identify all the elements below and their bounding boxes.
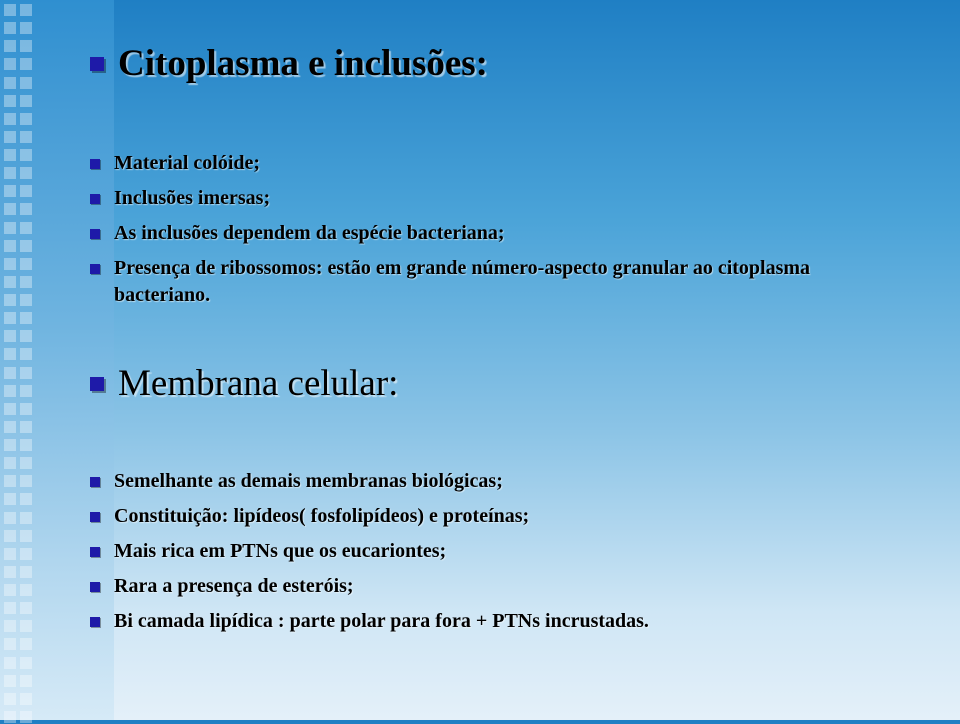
- list-item: [90, 185, 814, 212]
- decorative-squares: [4, 0, 34, 724]
- decorative-square: [20, 711, 32, 723]
- list-item: [90, 468, 814, 495]
- decorative-square: [20, 222, 32, 234]
- decorative-square: [20, 258, 32, 270]
- decorative-square: [20, 312, 32, 324]
- decorative-square: [20, 77, 32, 89]
- decorative-square: [20, 22, 32, 34]
- square-bullet-icon: [90, 617, 100, 627]
- decorative-square: [4, 348, 16, 360]
- decorative-square: [4, 675, 16, 687]
- list-item: [90, 608, 814, 635]
- list-item-text: As inclusões dependem da espécie bacteriana;: [114, 222, 505, 244]
- decorative-square: [4, 657, 16, 669]
- section-heading-cytoplasm: [90, 42, 488, 85]
- decorative-square: [20, 330, 32, 342]
- decorative-square: [20, 58, 32, 70]
- decorative-square: [4, 276, 16, 288]
- decorative-square: [20, 512, 32, 524]
- list-item: [90, 538, 814, 565]
- list-item: [90, 573, 814, 600]
- square-bullet-icon: [90, 477, 100, 487]
- decorative-square: [4, 693, 16, 705]
- decorative-square: [4, 602, 16, 614]
- square-bullet-icon: [90, 194, 100, 204]
- decorative-square: [4, 330, 16, 342]
- decorative-square: [20, 421, 32, 433]
- decorative-square: [20, 185, 32, 197]
- decorative-square: [4, 548, 16, 560]
- list-item: [90, 255, 814, 309]
- decorative-square: [20, 620, 32, 632]
- decorative-square: [4, 77, 16, 89]
- decorative-square: [20, 240, 32, 252]
- decorative-square: [4, 403, 16, 415]
- decorative-square: [20, 439, 32, 451]
- decorative-square: [20, 493, 32, 505]
- decorative-square: [20, 348, 32, 360]
- list-item-text: Rara a presença de esteróis;: [114, 575, 354, 597]
- list-item-text: Material colóide;: [114, 152, 261, 174]
- decorative-square: [4, 240, 16, 252]
- decorative-square: [20, 167, 32, 179]
- square-bullet-icon: [90, 229, 100, 239]
- decorative-square: [4, 222, 16, 234]
- decorative-square: [20, 457, 32, 469]
- list-item-text: Semelhante as demais membranas biológicas;: [114, 470, 503, 492]
- decorative-square: [20, 548, 32, 560]
- decorative-square: [4, 512, 16, 524]
- decorative-square: [4, 131, 16, 143]
- decorative-square: [4, 22, 16, 34]
- decorative-square: [20, 403, 32, 415]
- square-bullet-icon: [90, 377, 104, 391]
- list-item: [90, 503, 814, 530]
- decorative-square: [20, 675, 32, 687]
- decorative-square: [20, 294, 32, 306]
- decorative-square: [20, 203, 32, 215]
- decorative-square: [20, 638, 32, 650]
- decorative-square: [20, 367, 32, 379]
- membrane-list: [90, 468, 814, 643]
- decorative-square: [20, 475, 32, 487]
- square-bullet-icon: [90, 512, 100, 522]
- list-item-text: Presença de ribossomos: estão em grande número-aspecto granular ao citoplasma bacteriano.: [114, 257, 811, 306]
- decorative-square: [4, 566, 16, 578]
- decorative-square: [4, 421, 16, 433]
- decorative-square: [20, 149, 32, 161]
- square-bullet-icon: [90, 159, 100, 169]
- decorative-square: [20, 530, 32, 542]
- square-bullet-icon: [90, 547, 100, 557]
- decorative-square: [20, 276, 32, 288]
- decorative-square: [20, 113, 32, 125]
- decorative-square: [4, 638, 16, 650]
- square-bullet-icon: [90, 264, 100, 274]
- list-item-text: Mais rica em PTNs que os eucariontes;: [114, 540, 447, 562]
- list-item-text: Constituição: lipídeos( fosfolipídeos) e proteínas;: [114, 505, 530, 527]
- decorative-square: [4, 530, 16, 542]
- decorative-square: [20, 566, 32, 578]
- decorative-square: [4, 711, 16, 723]
- decorative-square: [20, 693, 32, 705]
- decorative-square: [4, 475, 16, 487]
- decorative-square: [20, 95, 32, 107]
- section-heading-membrane: [90, 362, 398, 405]
- decorative-square: [20, 4, 32, 16]
- decorative-square: [20, 40, 32, 52]
- decorative-square: [4, 4, 16, 16]
- decorative-square: [4, 95, 16, 107]
- decorative-square: [4, 203, 16, 215]
- list-item-text: Bi camada lipídica : parte polar para fora + PTNs incrustadas.: [114, 610, 649, 632]
- decorative-square: [20, 131, 32, 143]
- decorative-square: [4, 312, 16, 324]
- square-bullet-icon: [90, 57, 104, 71]
- decorative-square: [4, 149, 16, 161]
- section-title: Membrana celular:: [118, 363, 399, 404]
- decorative-square: [20, 657, 32, 669]
- decorative-square: [4, 167, 16, 179]
- decorative-square: [20, 584, 32, 596]
- decorative-square: [20, 602, 32, 614]
- decorative-square: [20, 385, 32, 397]
- decorative-square: [4, 457, 16, 469]
- decorative-square: [4, 40, 16, 52]
- decorative-square: [4, 385, 16, 397]
- section-title: Citoplasma e inclusões:: [118, 43, 488, 84]
- square-bullet-icon: [90, 582, 100, 592]
- cytoplasm-list: [90, 150, 814, 317]
- decorative-square: [4, 185, 16, 197]
- decorative-square: [4, 620, 16, 632]
- decorative-square: [4, 584, 16, 596]
- decorative-square: [4, 58, 16, 70]
- list-item: [90, 150, 814, 177]
- decorative-square: [4, 113, 16, 125]
- decorative-square: [4, 493, 16, 505]
- decorative-square: [4, 294, 16, 306]
- list-item-text: Inclusões imersas;: [114, 187, 271, 209]
- decorative-square: [4, 439, 16, 451]
- list-item: [90, 220, 814, 247]
- decorative-square: [4, 367, 16, 379]
- decorative-square: [4, 258, 16, 270]
